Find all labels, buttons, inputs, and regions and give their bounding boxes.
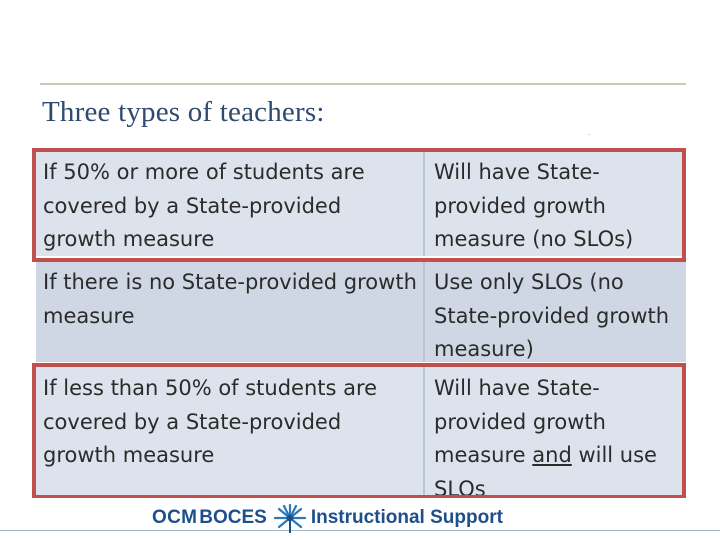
table-row	[36, 364, 686, 498]
slide-title: Three types of teachers:	[42, 96, 325, 128]
top-divider	[40, 83, 686, 85]
outcome-underlined-word: and	[532, 443, 572, 467]
condition-cell: If there is no State-provided growth measure	[36, 258, 425, 362]
table-row	[36, 258, 686, 362]
outcome-cell: Will have State-provided growth measure (no SLOs)	[434, 160, 634, 251]
table-row	[36, 148, 686, 256]
outcome-cell: Use only SLOs (no State-provided growth measure)	[434, 270, 670, 361]
condition-cell: If less than 50% of students are covered by a State-provided growth measure	[36, 364, 425, 498]
condition-cell: If 50% or more of students are covered by a State-provided growth measure	[36, 148, 425, 256]
logo-tagline-text: Instructional Support	[310, 507, 503, 528]
outcome-text-after: will use SLOs	[434, 443, 657, 498]
outcome-text-before: Will have State-provided growth measure	[434, 376, 606, 467]
logo-boces-text: BOCES	[199, 507, 267, 528]
logo-ocm-text: OCM	[152, 507, 198, 528]
teacher-types-table	[36, 148, 686, 498]
ocm-boces-logo	[152, 503, 503, 533]
stray-mark: .	[588, 128, 591, 137]
outcome-cell	[425, 364, 686, 498]
starburst-icon	[273, 503, 307, 533]
